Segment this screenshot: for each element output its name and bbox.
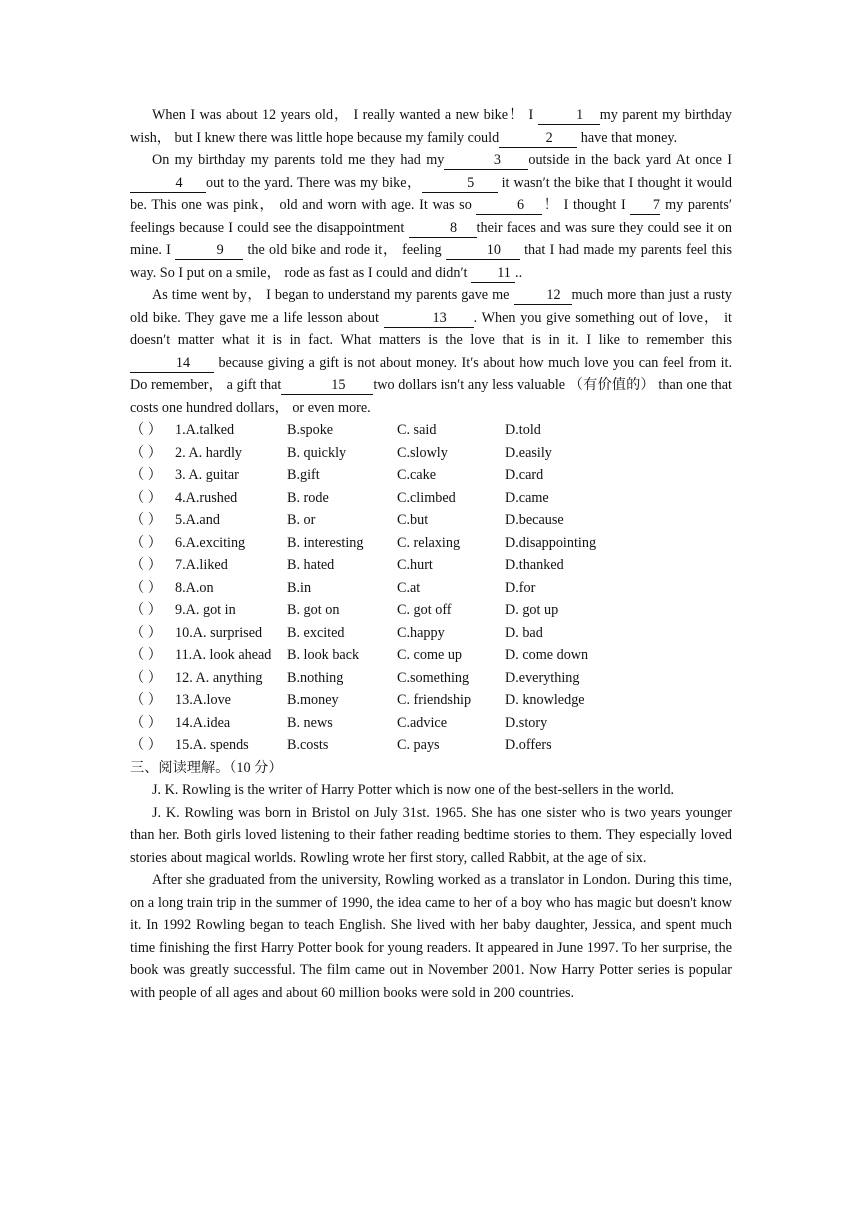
text: have that money.: [577, 129, 678, 146]
question-row: [130, 689, 732, 712]
option-a: 5.A.and: [175, 512, 220, 528]
option-b: B. or: [287, 512, 316, 528]
question-row: [130, 509, 732, 532]
question-row: [130, 532, 732, 555]
option-c: C. friendship: [397, 692, 472, 708]
text: my parent my birthday wish， but I knew there was little hope because my family could: [130, 107, 733, 146]
text: the old bike and rode it， feeling: [243, 242, 446, 258]
answer-paren[interactable]: （ ）: [130, 467, 162, 483]
option-d: D. got up: [505, 602, 559, 618]
option-c: C.hurt: [397, 557, 433, 573]
answer-paren[interactable]: （ ）: [130, 602, 162, 618]
reading-paragraph-1: J. K. Rowling is the writer of Harry Potter which is now one of the best-sellers in the world.: [152, 782, 675, 798]
cloze-paragraph-2: [130, 149, 732, 284]
text: their faces and was sure they could see it on mine. I: [130, 219, 732, 258]
option-c: C.something: [397, 669, 470, 686]
option-a: 3. A. guitar: [175, 467, 239, 483]
option-a: 8.A.on: [175, 579, 214, 596]
text: . When you give something out of love， it doesn′t matter what it is in fact. What matters is the love that is in it. I like to remember this: [130, 309, 732, 348]
option-d: D.offers: [505, 737, 552, 753]
blank-13: 13: [384, 310, 474, 328]
blank-10: 10: [446, 242, 520, 260]
text: out to the yard. There was my bike，: [206, 174, 422, 191]
option-d: D.everything: [505, 669, 580, 686]
option-b: B.nothing: [287, 669, 344, 686]
option-c: C. come up: [397, 647, 463, 663]
option-b: B. interesting: [287, 534, 364, 551]
answer-paren[interactable]: （ ）: [130, 444, 162, 461]
option-b: B.spoke: [287, 422, 334, 438]
answer-paren[interactable]: （ ）: [130, 489, 162, 506]
option-c: C. got off: [397, 602, 452, 618]
answer-paren[interactable]: （ ）: [130, 579, 162, 596]
answer-paren[interactable]: （ ）: [130, 534, 162, 551]
section-heading: 三、阅读理解。（10 分）: [130, 759, 283, 776]
question-row: [130, 464, 732, 487]
blank-11: 11: [471, 265, 515, 283]
text: my parents′ feelings because I could see the disappointment: [130, 197, 732, 236]
answer-paren[interactable]: （ ）: [130, 647, 162, 663]
option-c: C.cake: [397, 467, 436, 483]
option-c: C. relaxing: [397, 534, 461, 551]
answer-paren[interactable]: （ ）: [130, 422, 162, 438]
question-row: [130, 712, 732, 735]
cloze-paragraph-1: [130, 104, 732, 149]
blank-3: 3: [444, 152, 528, 170]
text: ..: [515, 264, 523, 281]
text: two dollars isn′t any less valuable （有价值的） than one that costs one hundred dollars， or even more.: [130, 377, 732, 416]
blank-15: 15: [281, 377, 373, 395]
blank-1: 1: [538, 107, 600, 125]
text: it wasn′t the bike that I thought it would be. This one was pink， old and worn with age. It was so: [130, 174, 732, 213]
text: outside in the back yard At once I: [528, 152, 732, 168]
question-row: [130, 622, 732, 645]
option-d: D.for: [505, 579, 536, 596]
option-b: B. rode: [287, 489, 329, 506]
option-a: 13.A.love: [175, 692, 231, 708]
option-d: D. bad: [505, 624, 543, 641]
document-page: [130, 104, 732, 1004]
option-a: 7.A.liked: [175, 557, 228, 573]
option-b: B.costs: [287, 737, 329, 753]
option-c: C.advice: [397, 714, 448, 731]
question-row: [130, 734, 732, 757]
text: because giving a gift is not about money. It′s about how much love you can feel from it. Do remember， a gift that: [130, 354, 732, 393]
question-list: [130, 419, 732, 757]
blank-8: 8: [409, 220, 477, 238]
text: ！ I thought I: [542, 197, 631, 213]
question-row: [130, 419, 732, 442]
option-c: C.slowly: [397, 444, 448, 461]
answer-paren[interactable]: （ ）: [130, 692, 162, 708]
option-b: B.gift: [287, 467, 320, 483]
option-a: 11.A. look ahead: [175, 647, 272, 663]
option-b: B. hated: [287, 557, 335, 573]
option-d: D.easily: [505, 444, 552, 461]
option-c: C.climbed: [397, 489, 456, 506]
text: When I was about 12 years old， I really wanted a new bike！ I: [152, 107, 534, 123]
question-row: [130, 577, 732, 600]
question-row: [130, 667, 732, 690]
cloze-paragraph-3: [130, 284, 732, 419]
reading-paragraph-2: J. K. Rowling was born in Bristol on July 31st. 1965. She has one sister who is two years younger than her. Both girls loved listening to their father reading bedtime stories to them. They especially loved stories about magical worlds. Rowling wrote her first story, called Rabbit, at the age of six.: [130, 804, 732, 866]
option-a: 15.A. spends: [175, 737, 249, 753]
option-b: B.money: [287, 692, 339, 708]
option-d: D.story: [505, 714, 548, 731]
blank-2: 2: [499, 130, 577, 148]
blank-12: 12: [514, 287, 572, 305]
text: much more than just a rusty old bike. They gave me a life lesson about: [130, 287, 732, 326]
option-c: C. said: [397, 422, 437, 438]
option-a: 10.A. surprised: [175, 624, 263, 641]
blank-9: 9: [175, 242, 243, 260]
option-d: D.because: [505, 512, 564, 528]
question-row: [130, 487, 732, 510]
answer-paren[interactable]: （ ）: [130, 714, 162, 731]
option-d: D.thanked: [505, 557, 564, 573]
answer-paren[interactable]: （ ）: [130, 512, 162, 528]
option-a: 12. A. anything: [175, 669, 263, 686]
option-a: 6.A.exciting: [175, 534, 246, 551]
option-a: 14.A.idea: [175, 714, 231, 731]
blank-4: 4: [130, 175, 206, 193]
option-d: D.told: [505, 422, 541, 438]
answer-paren[interactable]: （ ）: [130, 669, 162, 686]
option-d: D.came: [505, 489, 549, 506]
option-b: B. quickly: [287, 444, 347, 461]
question-row: [130, 599, 732, 622]
option-b: B. excited: [287, 624, 345, 641]
blank-5: 5: [422, 175, 498, 193]
option-a: 2. A. hardly: [175, 444, 242, 461]
blank-14: 14: [130, 355, 214, 373]
text: that I had made my parents feel this way. So I put on a smile， rode as fast as I could and didn′t: [130, 242, 733, 281]
option-c: C.happy: [397, 624, 445, 641]
option-a: 4.A.rushed: [175, 489, 238, 506]
answer-paren[interactable]: （ ）: [130, 624, 162, 641]
option-d: D. come down: [505, 647, 589, 663]
option-c: C.but: [397, 512, 429, 528]
blank-6: 6: [476, 197, 542, 215]
blank-7: 7: [630, 197, 660, 215]
reading-paragraph-3: After she graduated from the university, Rowling worked as a translator in London. During this time, on a long train trip in the summer of 1990, the idea came to her of a boy who has magic but doesn't know it. In 1992 Rowling began to teach English. She lived with her baby daughter, Jessica, and spent much time finishing the first Harry Potter book for young readers. It appeared in June 1997. To her surprise, the book was greatly successful. The film came out in November 2001. Now Harry Potter series is popular with people of all ages and about 60 million books were sold in 200 countries.: [130, 872, 732, 1001]
option-c: C. pays: [397, 737, 440, 753]
option-d: D. knowledge: [505, 692, 585, 708]
question-row: [130, 644, 732, 667]
option-b: B. news: [287, 714, 333, 731]
answer-paren[interactable]: （ ）: [130, 737, 162, 753]
option-a: 9.A. got in: [175, 602, 236, 618]
option-a: 1.A.talked: [175, 422, 235, 438]
option-d: D.disappointing: [505, 534, 597, 551]
text: As time went by， I began to understand my parents gave me: [152, 287, 514, 303]
question-row: [130, 554, 732, 577]
option-d: D.card: [505, 467, 544, 483]
option-b: B.in: [287, 579, 312, 596]
question-row: [130, 442, 732, 465]
option-b: B. look back: [287, 647, 360, 663]
answer-paren[interactable]: （ ）: [130, 557, 162, 573]
text: On my birthday my parents told me they had my: [152, 152, 445, 168]
option-b: B. got on: [287, 602, 340, 618]
option-c: C.at: [397, 579, 421, 596]
